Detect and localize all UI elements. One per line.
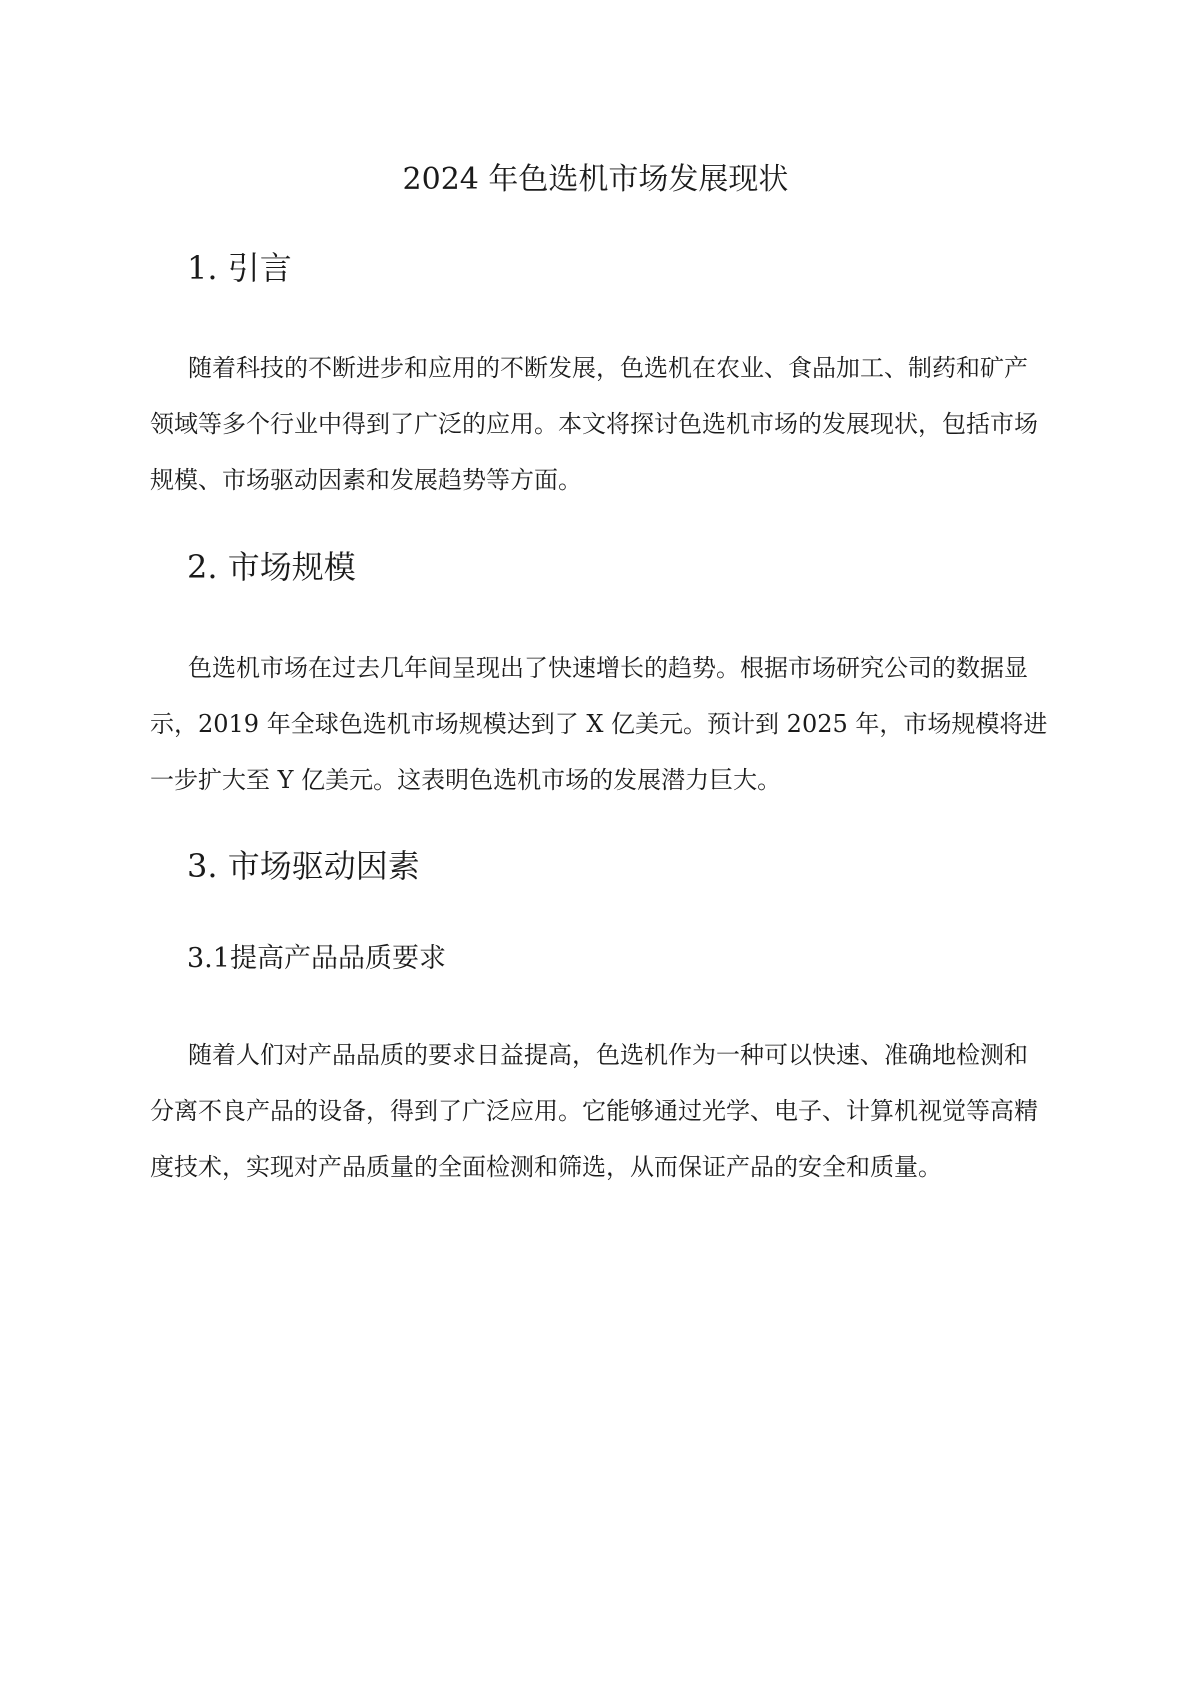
- paragraph-quality: [150, 1027, 1050, 1195]
- paragraph-line: 一步扩大至 Y 亿美元。这表明色选机市场的发展潜力巨大。: [150, 766, 782, 794]
- paragraph-line: 随着科技的不断进步和应用的不断发展，色选机在农业、食品加工、制药和矿产: [188, 354, 1028, 382]
- paragraph-line: 色选机市场在过去几年间呈现出了快速增长的趋势。根据市场研究公司的数据显: [188, 654, 1028, 682]
- section-heading-intro: 1. 引言: [187, 249, 292, 287]
- sub-heading-quality: 3.1提高产品品质要求: [187, 943, 446, 974]
- section-heading-market-size: 2. 市场规模: [187, 548, 356, 586]
- section-heading-drivers: 3. 市场驱动因素: [187, 847, 420, 885]
- paragraph-intro: [150, 340, 1050, 508]
- paragraph-line: 规模、市场驱动因素和发展趋势等方面。: [150, 466, 582, 494]
- paragraph-market-size: [150, 640, 1050, 808]
- paragraph-line: 示，2019 年全球色选机市场规模达到了 X 亿美元。预计到 2025 年，市场规模将进: [150, 710, 1048, 738]
- paragraph-line: 随着人们对产品品质的要求日益提高，色选机作为一种可以快速、准确地检测和: [188, 1041, 1028, 1069]
- document-title: 2024 年色选机市场发展现状: [402, 162, 789, 197]
- paragraph-line: 度技术，实现对产品质量的全面检测和筛选，从而保证产品的安全和质量。: [150, 1153, 942, 1181]
- paragraph-line: 分离不良产品的设备，得到了广泛应用。它能够通过光学、电子、计算机视觉等高精: [150, 1097, 1038, 1125]
- paragraph-line: 领域等多个行业中得到了广泛的应用。本文将探讨色选机市场的发展现状，包括市场: [150, 410, 1038, 438]
